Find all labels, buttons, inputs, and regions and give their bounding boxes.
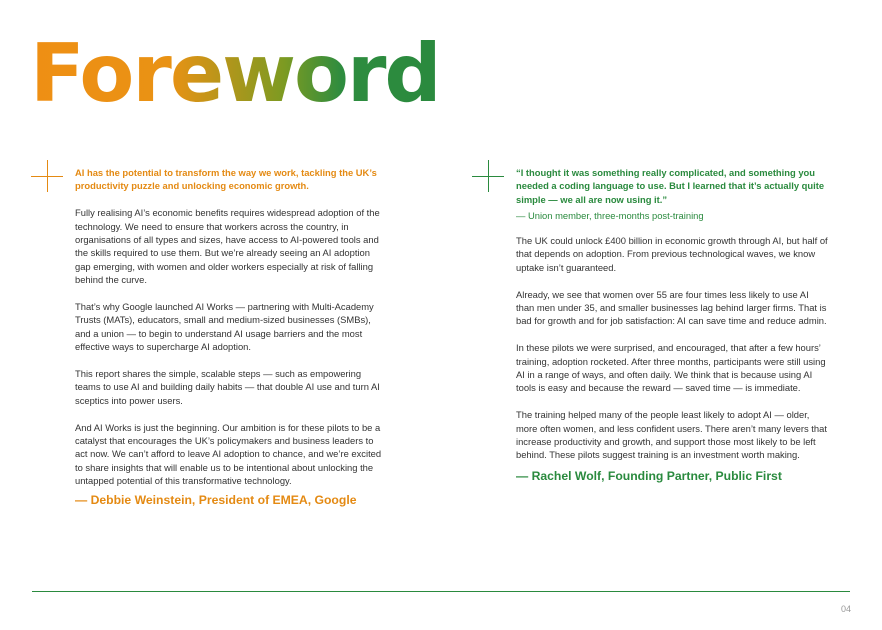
right-signature: — Rachel Wolf, Founding Partner, Public First <box>516 468 782 483</box>
right-paragraph-3: In these pilots we were surprised, and encouraged, that after a few hours’ training, adoption rocketed. After three months, participants were still using AI in a range of ways, and often daily. We think that is because using AI tools is easy and because the reward — saved time — is immediate. <box>516 342 826 394</box>
left-paragraph-3: This report shares the simple, scalable steps — such as empowering teams to use AI and building daily habits — that double AI use and turn AI sceptics into power users. <box>75 368 380 406</box>
right-paragraph-4: The training helped many of the people least likely to adopt AI — older, more often women, and less confident users. There aren’t many levers that increase productivity and growth, and support those most likely to be left behind. These pilots suggest training is an investment worth making. <box>516 409 827 461</box>
page-title: Foreword <box>30 27 440 120</box>
page-number: 04 <box>840 604 851 614</box>
left-column <box>75 166 387 521</box>
left-paragraph-4: And AI Works is just the beginning. Our ambition is for these pilots to be a catalyst that encourages the UK’s policymakers and business leaders to act now. We can’t afford to leave AI adoption to chance, and we’re excited to share insights that will enable us to be intentional about unlocking the untapped potential of this transformative technology. <box>75 421 382 487</box>
right-quote: “I thought it was something really complicated, and something you needed a coding language to use. But I learned that it’s actually quite simple — we all are now using it.” <box>516 167 825 205</box>
left-signature: — Debbie Weinstein, President of EMEA, Google <box>75 492 357 507</box>
right-quote-attribution: — Union member, three-months post-training <box>516 209 704 221</box>
right-paragraph-2: Already, we see that women over 55 are four times less likely to use AI than men under 35, and smaller businesses lag behind larger firms. That is bad for growth and for job satisfaction: AI can save time and reduce admin. <box>516 288 827 327</box>
crosshair-marker-right <box>472 160 504 192</box>
right-paragraph-1: The UK could unlock £400 billion in economic growth through AI, but half of that depends on adoption. From previous technological waves, we know uptake isn’t guaranteed. <box>516 235 828 273</box>
left-paragraph-1: Fully realising AI’s economic benefits requires widespread adoption of the technology. We need to ensure that workers across the country, in organisations of all types and sizes, have access to AI-powered tools and the skills required to use them. But we’re already seeing an AI adoption gap emerging, with women and older workers especially at risk of falling behind the curve. <box>75 207 380 286</box>
left-lead-text: AI has the potential to transform the way we work, tackling the UK’s productivity puzzle and unlocking economic growth. <box>75 167 377 192</box>
crosshair-marker-left <box>31 160 63 192</box>
right-column <box>516 166 828 497</box>
footer-divider <box>32 591 850 592</box>
left-paragraph-2: That’s why Google launched AI Works — partnering with Multi-Academy Trusts (MATs), educators, small and medium-sized businesses (SMBs), and a union — to begin to understand AI usage barriers and the most effective ways to supercharge AI adoption. <box>75 301 374 353</box>
